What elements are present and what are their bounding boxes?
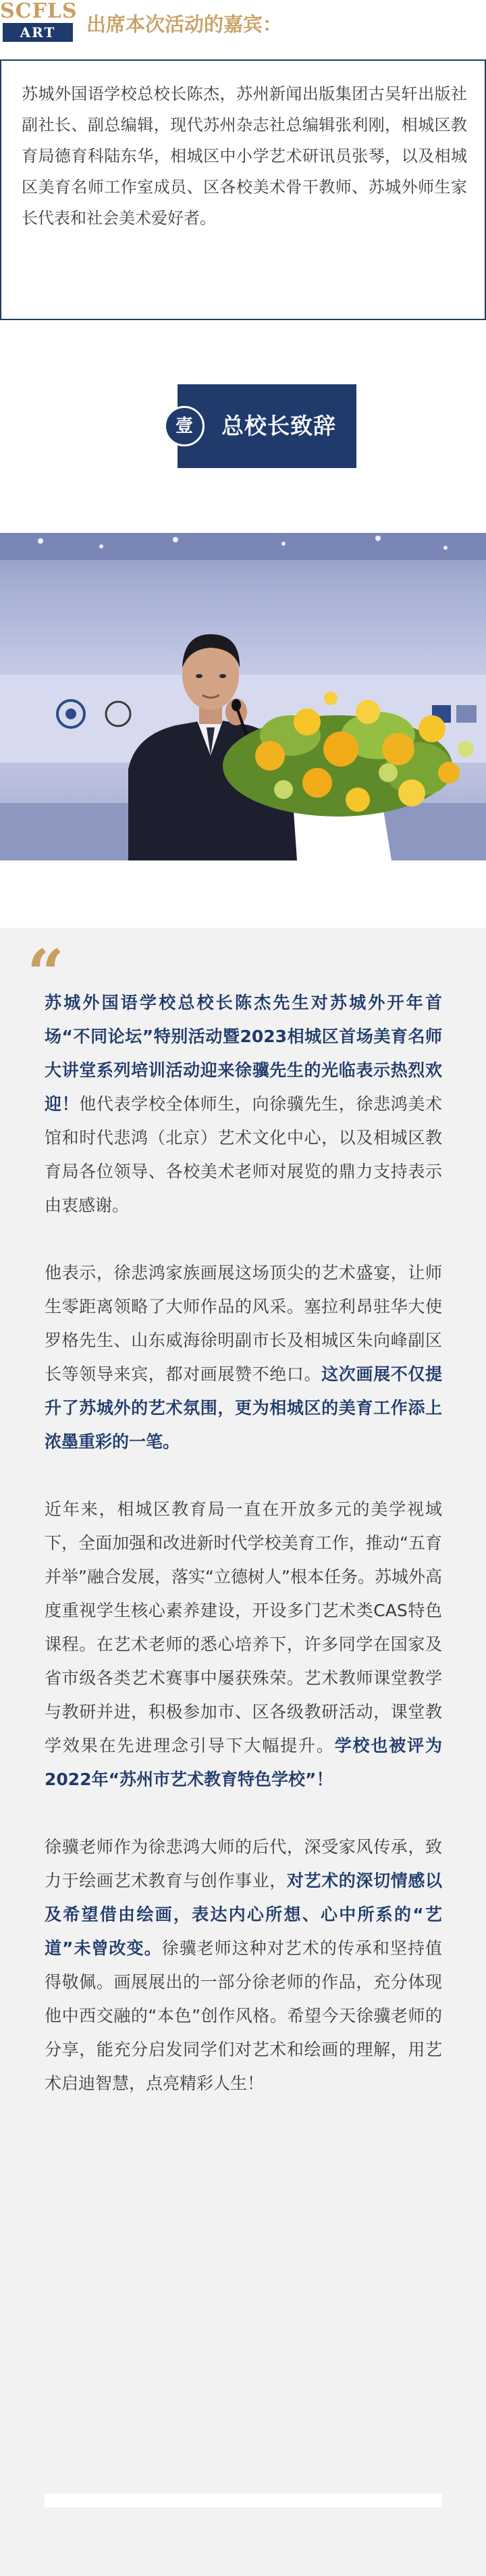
logo-art-text: ART — [3, 23, 73, 42]
top-header — [0, 0, 486, 47]
paragraph-4-bold: 对艺术的深切情感以及希望借由绘画，表达内心所想、心中所系的“艺道”未曾改变。 — [45, 1871, 442, 1958]
guests-heading: 出席本次活动的嘉宾： — [86, 13, 283, 36]
paragraph-3-text: 近年来，相城区教育局一直在开放多元的美学视域下，全面加强和改进新时代学校美育工作，推动“五育并举”融合发展，落实“立德树人”根本任务。苏城外高度重视学生核心素养建设，开设多门艺术类CAS特色课程。在艺术老师的悉心培养下，许多同学在国家及省市级各类艺术赛事中屡获殊荣。艺术教师课堂教学与教研并进，积极参加市、区各级教研活动，课堂教学效果在先进理念引导下大幅提升。 — [45, 1499, 442, 1755]
speaker-photo-illustration — [0, 533, 486, 860]
logo-scfls-text: SCFLS — [0, 0, 78, 23]
paragraph-4-text: 徐骥老师作为徐悲鸿大师的后代，深受家风传承，致力于绘画艺术教育与创作事业， — [45, 1837, 442, 1890]
section-number-badge: 壹 — [164, 406, 205, 446]
paragraph-2-bold: 这次画展不仅提升了苏城外的艺术氛围，更为相城区的美育工作添上浓墨重彩的一笔。 — [45, 1364, 442, 1451]
paragraph-3-bold: 学校也被评为2022年“苏州市艺术教育特色学校”！ — [45, 1736, 442, 1789]
speech-paragraphs — [45, 986, 442, 2101]
school-logo — [0, 0, 76, 43]
section-title-badge — [175, 384, 356, 468]
paragraph-2-text: 他表示，徐悲鸿家族画展这场顶尖的艺术盛宴，让师生零距离领略了大师作品的风采。塞拉利昂驻华大使罗格先生、山东威海徐明副市长及相城区朱向峰副区长等领导来宾，都对画展赞不绝口。 — [45, 1263, 442, 1384]
bottom-divider — [45, 2494, 442, 2507]
paragraph-1-bold: 苏城外国语学校总校长陈杰先生对苏城外开年首场“不同论坛”特别活动暨2023相城区首场美育名师大讲堂系列培训活动迎来徐骥先生的光临表示热烈欢迎！ — [45, 993, 442, 1114]
paragraph-4 — [45, 1830, 442, 2101]
quote-section — [0, 928, 486, 2576]
section-title: 总校长致辞 — [221, 413, 336, 439]
speaker-photo — [0, 533, 486, 860]
paragraph-1-text: 他代表学校全体师生，向徐骥先生，徐悲鸿美术馆和时代悲鸿（北京）艺术文化中心，以及相城区教育局各位领导、各校美术老师对展览的鼎力支持表示由衷感谢。 — [45, 1094, 442, 1215]
guests-box — [0, 59, 486, 320]
guests-text: 苏城外国语学校总校长陈杰，苏州新闻出版集团古吴轩出版社副社长、副总编辑，现代苏州杂志社总编辑张利刚，相城区教育局德育科陆东华，相城区中小学艺术研讯员张琴，以及相城区美育名师工作室成员、区各校美术骨干教师、苏城外师生家长代表和社会美术爱好者。 — [22, 84, 467, 228]
quote-mark-icon: “ — [27, 935, 65, 1012]
ceiling-lights — [0, 533, 486, 560]
paragraph-1 — [45, 986, 442, 1222]
paragraph-3 — [45, 1493, 442, 1797]
paragraph-4-text-2: 徐骥老师这种对艺术的传承和坚持值得敬佩。画展展出的一部分徐老师的作品，充分体现他中西交融的“本色”创作风格。希望今天徐骥老师的分享，能充分启发同学们对艺术和绘画的理解，用艺术启迪智慧，点亮精彩人生！ — [45, 1938, 442, 2093]
paragraph-2 — [45, 1256, 442, 1459]
